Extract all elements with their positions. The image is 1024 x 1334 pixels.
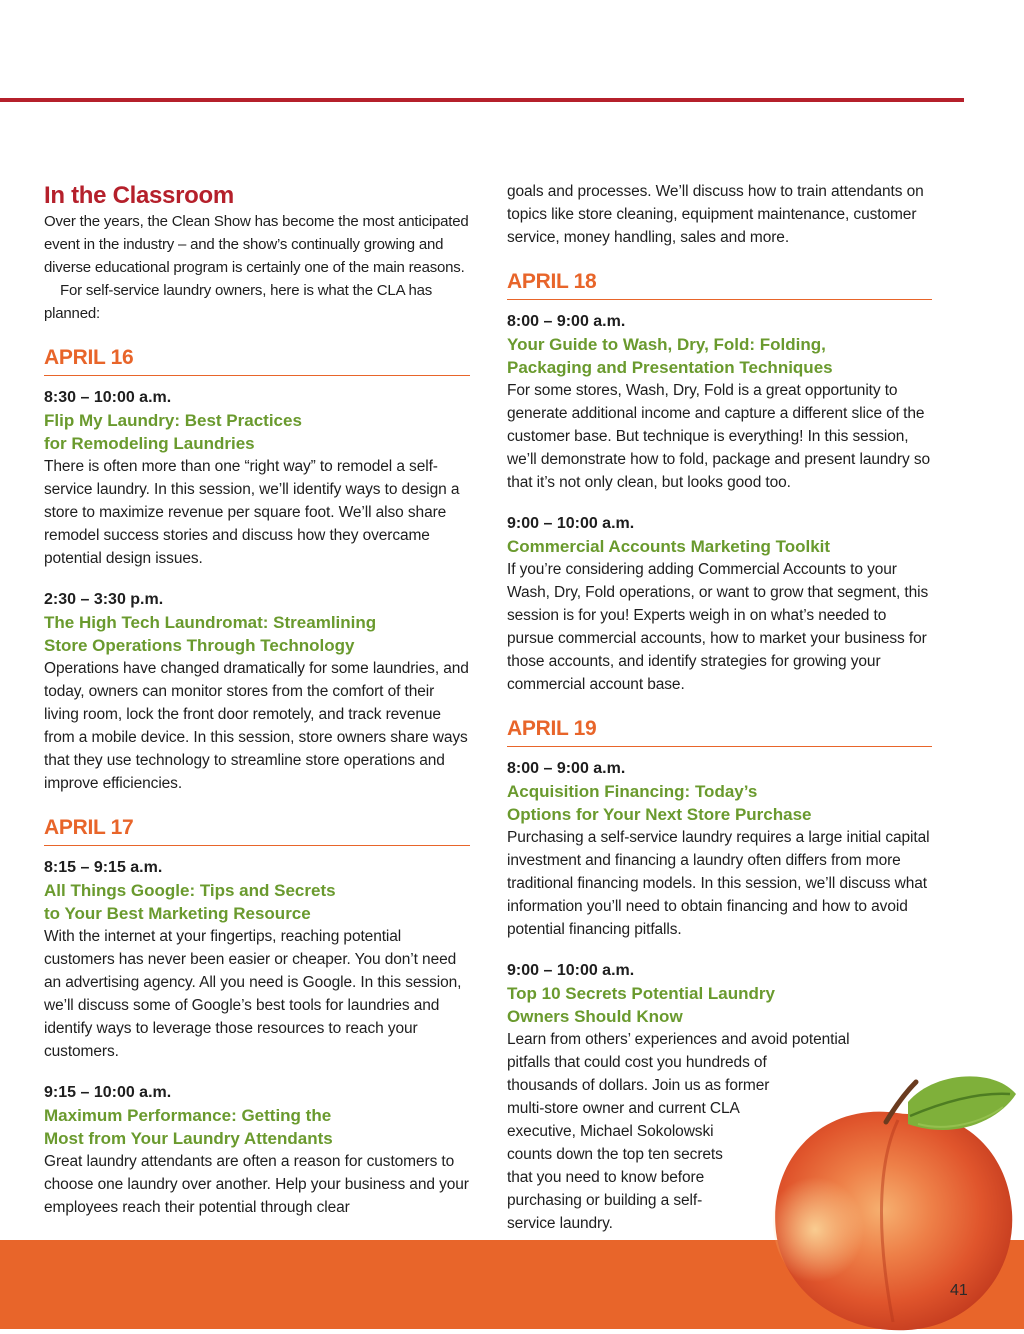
description-line: that you need to know before [507, 1169, 705, 1186]
description-line: thousands of dollars. Join us as former [507, 1077, 770, 1094]
left-column [44, 180, 470, 1219]
intro-paragraph: Over the years, the Clean Show has become the most anticipated event in the industry – and the show’s continually growing and diverse educational program is certainly one of the main reasons. [44, 213, 469, 276]
session [44, 386, 470, 570]
description-line: executive, Michael Sokolowski [507, 1123, 714, 1140]
session-time: 2:30 – 3:30 p.m. [44, 591, 164, 608]
session-description: If you’re considering adding Commercial Accounts to your Wash, Dry, Fold operations, or want to grow that segment, this session is for you! Experts weigh in on what’s needed to pursue commercial accounts, how to market your business for those accounts, and identify strategies for growing your commercial account base. [507, 561, 929, 693]
session-title: Commercial Accounts Marketing Toolkit [507, 537, 831, 556]
session [44, 856, 470, 1063]
peach-icon [758, 1072, 1024, 1334]
description-line: multi-store owner and current CLA [507, 1100, 740, 1117]
session-time: 8:30 – 10:00 a.m. [44, 389, 172, 406]
day-heading-april-17: APRIL 17 [44, 813, 470, 846]
session-time: 9:00 – 10:00 a.m. [507, 962, 635, 979]
description-line: purchasing or building a self- [507, 1192, 703, 1209]
session-title: Maximum Performance: Getting the [44, 1106, 332, 1125]
session-time: 8:00 – 9:00 a.m. [507, 760, 626, 777]
session-title: Acquisition Financing: Today’s [507, 782, 758, 801]
session-title: Packaging and Presentation Techniques [507, 358, 833, 377]
page-title: In the Classroom [44, 182, 234, 209]
session-time: 8:00 – 9:00 a.m. [507, 313, 626, 330]
description-line: counts down the top ten secrets [507, 1146, 723, 1163]
session-description: There is often more than one “right way” to remodel a self-service laundry. In this session, we’ll identify ways to design a store to maximize revenue per square foot. We’ll also share remodel success stories and discuss how they overcame potential design issues. [44, 458, 460, 567]
day-heading-april-18: APRIL 18 [507, 267, 932, 300]
session [507, 757, 932, 941]
session-title: Top 10 Secrets Potential Laundry [507, 984, 775, 1003]
session-description: With the internet at your fingertips, reaching potential customers has never been easier or cheaper. You don’t need an advertising agency. All you need is Google. In this session, we’ll discuss some of Google’s best tools for laundries and identify ways to leverage those resources to reach your customers. [44, 928, 462, 1060]
session-description: For some stores, Wash, Dry, Fold is a great opportunity to generate additional income and capture a different slice of the customer base. But technique is everything! In this session, we’ll demonstrate how to fold, package and present laundry so that it’s not only clean, but looks good too. [507, 382, 930, 491]
session-description: Operations have changed dramatically for some laundries, and today, owners can monitor stores from the comfort of their living room, lock the front door remotely, and track revenue from a mobile device. In this session, store owners share ways that they use technology to streamline store operations and improve efficiencies. [44, 660, 469, 792]
session [507, 512, 932, 696]
session-time: 9:00 – 10:00 a.m. [507, 515, 635, 532]
session-title: Flip My Laundry: Best Practices [44, 411, 302, 430]
description-line: pitfalls that could cost you hundreds of [507, 1054, 767, 1071]
session-title: Your Guide to Wash, Dry, Fold: Folding, [507, 335, 826, 354]
session-description: Purchasing a self-service laundry requires a large initial capital investment and financing a laundry often differs from more traditional financing models. In this session, we’ll discuss what information you’ll need to obtain financing and how to avoid potential financing pitfalls. [507, 829, 930, 938]
session-title: for Remodeling Laundries [44, 434, 255, 453]
session-description: Great laundry attendants are often a reason for customers to choose one laundry over another. Help your business and your employees reach their potential through clear [44, 1153, 469, 1216]
top-rule [0, 98, 964, 102]
session [507, 310, 932, 494]
session-title: All Things Google: Tips and Secrets [44, 881, 336, 900]
session-description-continued: goals and processes. We’ll discuss how to train attendants on topics like store cleaning, equipment maintenance, customer service, money handling, sales and more. [507, 183, 924, 246]
session-title: Options for Your Next Store Purchase [507, 805, 812, 824]
description-line: service laundry. [507, 1215, 613, 1232]
session-time: 9:15 – 10:00 a.m. [44, 1084, 172, 1101]
session-title: Most from Your Laundry Attendants [44, 1129, 333, 1148]
session [44, 1081, 470, 1219]
session-title: Owners Should Know [507, 1007, 683, 1026]
session-title: to Your Best Marketing Resource [44, 904, 311, 923]
day-heading-april-16: APRIL 16 [44, 343, 470, 376]
session-title: Store Operations Through Technology [44, 636, 355, 655]
intro-paragraph: For self-service laundry owners, here is what the CLA has planned: [44, 282, 433, 322]
day-heading-april-19: APRIL 19 [507, 714, 932, 747]
session [44, 588, 470, 795]
session-time: 8:15 – 9:15 a.m. [44, 859, 163, 876]
session-title: The High Tech Laundromat: Streamlining [44, 613, 377, 632]
description-line: Learn from others’ experiences and avoid potential [507, 1031, 850, 1048]
page-number: 41 [950, 1282, 968, 1299]
